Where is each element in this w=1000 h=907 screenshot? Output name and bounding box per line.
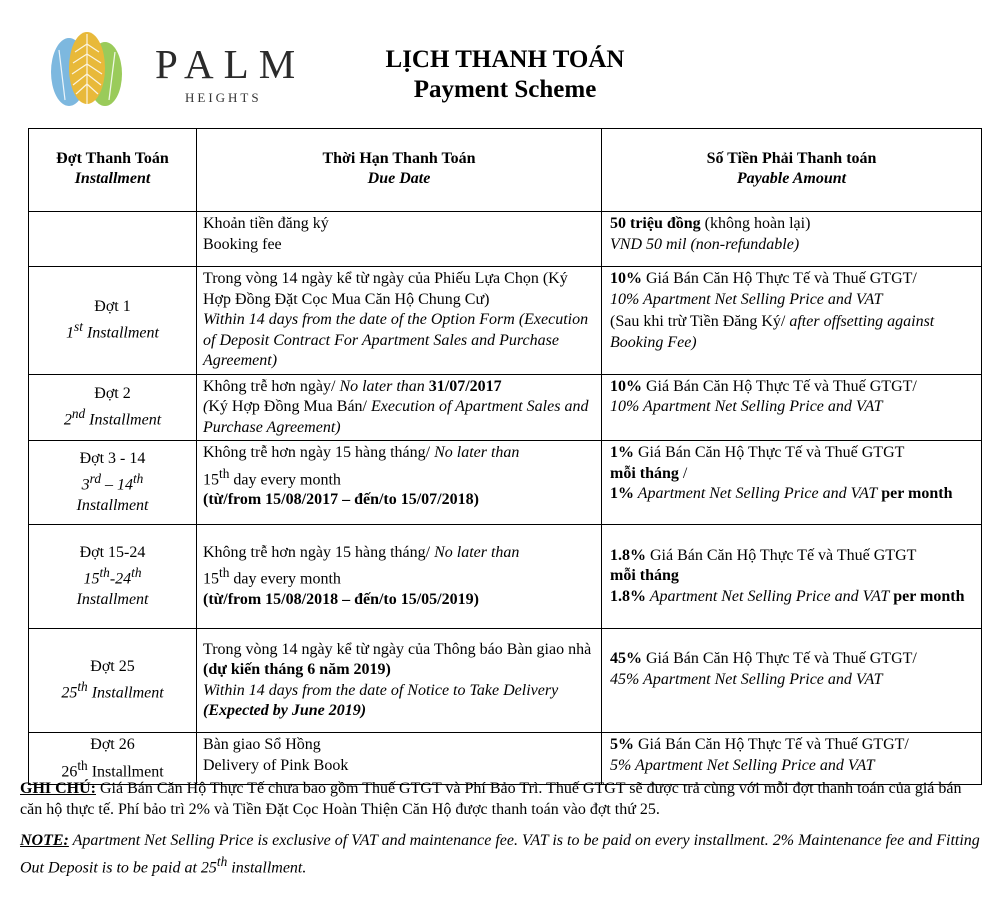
brand-name: PALM (155, 41, 306, 87)
installment-cell: Đợt 25 25th Installment (29, 629, 197, 733)
note-vi: GHI CHÚ: Giá Bán Căn Hộ Thực Tế chưa bao gồm Thuế GTGT và Phí Bảo Trì. Thuế GTGT sẽ được trả cùng với mỗi đợt thanh toán của giá bán căn hộ thực tế. Phí bảo trì 2% và Tiền Đặt Cọc Hoàn Thiện Căn Hộ được thanh toán vào đợt thứ 25. (20, 780, 962, 818)
notes-section (20, 778, 980, 888)
due-date-cell: Không trễ hơn ngày/ No later than 31/07/2017 (Ký Hợp Đồng Mua Bán/ Execution of Apartment Sales and Purchase Agreement) (197, 374, 602, 441)
installment-cell: Đợt 26 26th Installment (29, 733, 197, 785)
table-row (29, 374, 982, 441)
title-vi: LỊCH THANH TOÁN (385, 46, 625, 73)
page-title (330, 45, 680, 105)
payment-table (28, 128, 982, 785)
amount-cell: 1% Giá Bán Căn Hộ Thực Tế và Thuế GTGT mỗi tháng / 1% Apartment Net Selling Price and VAT per month (602, 441, 982, 525)
due-date-cell: Khoản tiền đăng ký Booking fee (197, 212, 602, 267)
due-date-cell: Trong vòng 14 ngày kể từ ngày của Phiếu Lựa Chọn (Ký Hợp Đồng Đặt Cọc Mua Căn Hộ Chung Cư) Within 14 days from the date of the Option Form (Execution of Deposit Contract For Apartment Sales and Purchase Agreement) (197, 267, 602, 375)
due-date-cell: Không trễ hơn ngày 15 hàng tháng/ No later than 15th day every month (từ/from 15/08/2017 – đến/to 15/07/2018) (197, 441, 602, 525)
table-row (29, 441, 982, 525)
table-row (29, 212, 982, 267)
amount-cell: 45% Giá Bán Căn Hộ Thực Tế và Thuế GTGT/ 45% Apartment Net Selling Price and VAT (602, 629, 982, 733)
amount-cell: 5% Giá Bán Căn Hộ Thực Tế và Thuế GTGT/ 5% Apartment Net Selling Price and VAT (602, 733, 982, 785)
installment-cell (29, 212, 197, 267)
amount-cell: 10% Giá Bán Căn Hộ Thực Tế và Thuế GTGT/ 10% Apartment Net Selling Price and VAT (Sau khi trừ Tiền Đăng Ký/ after offsetting against Booking Fee) (602, 267, 982, 375)
header-payable-amount: Số Tiền Phải Thanh toán Payable Amount (602, 129, 982, 212)
amount-cell: 1.8% Giá Bán Căn Hộ Thực Tế và Thuế GTGT mỗi tháng 1.8% Apartment Net Selling Price and VAT per month (602, 525, 982, 629)
table-row (29, 525, 982, 629)
due-date-cell: Không trễ hơn ngày 15 hàng tháng/ No later than 15th day every month (từ/from 15/08/2018 – đến/to 15/05/2019) (197, 525, 602, 629)
note-en: NOTE: Apartment Net Selling Price is exclusive of VAT and maintenance fee. VAT is to be paid on every installment. 2% Maintenance fee and Fitting Out Deposit is to be paid at 25th installment. (20, 832, 980, 877)
header-due-date: Thời Hạn Thanh Toán Due Date (197, 129, 602, 212)
table-row (29, 629, 982, 733)
installment-cell: Đợt 15-24 15th-24th Installment (29, 525, 197, 629)
amount-cell: 10% Giá Bán Căn Hộ Thực Tế và Thuế GTGT/ 10% Apartment Net Selling Price and VAT (602, 374, 982, 441)
title-en: Payment Scheme (413, 76, 597, 103)
palm-leaf-icon (45, 30, 130, 112)
brand-subtitle: HEIGHTS (185, 90, 262, 105)
table-header-row (29, 129, 982, 212)
palm-heights-logo (45, 30, 335, 112)
installment-cell: Đợt 3 - 14 3rd – 14th Installment (29, 441, 197, 525)
header-installment: Đợt Thanh Toán Installment (29, 129, 197, 212)
installment-cell: Đợt 1 1st Installment (29, 267, 197, 375)
table-row (29, 267, 982, 375)
table-row (29, 733, 982, 785)
due-date-cell: Trong vòng 14 ngày kể từ ngày của Thông báo Bàn giao nhà (dự kiến tháng 6 năm 2019) Within 14 days from the date of Notice to Take Delivery (Expected by June 2019) (197, 629, 602, 733)
amount-cell: 50 triệu đồng (không hoàn lại) VND 50 mil (non-refundable) (602, 212, 982, 267)
due-date-cell: Bàn giao Sổ Hồng Delivery of Pink Book (197, 733, 602, 785)
installment-cell: Đợt 2 2nd Installment (29, 374, 197, 441)
